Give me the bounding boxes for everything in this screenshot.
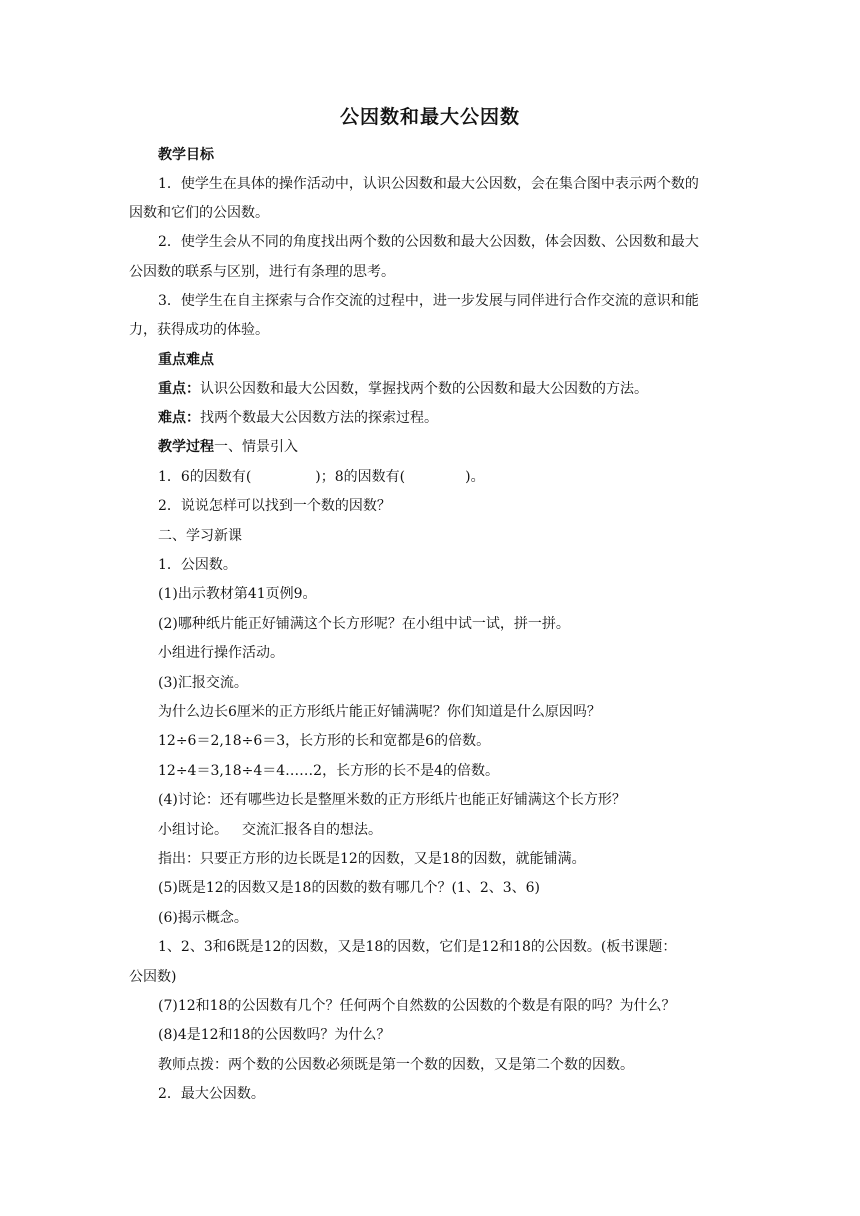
step-4-report: 交流汇报各自的想法。 bbox=[242, 822, 382, 838]
step-4: (4)讨论：还有哪些边长是整厘米数的正方形纸片也能正好铺满这个长方形？ bbox=[158, 792, 626, 808]
step-5: (5)既是12的因数又是18的因数的数有哪几个？(1、2、3、6) bbox=[158, 880, 541, 896]
topic-common-factor: 1．公因数。 bbox=[158, 557, 237, 573]
objective-3-line-1: 3．使学生在自主探索与合作交流的过程中，进一步发展与同伴进行合作交流的意识和能 bbox=[158, 293, 699, 309]
objective-1-line-1: 1．使学生在具体的操作活动中，认识公因数和最大公因数，会在集合图中表示两个数的 bbox=[158, 176, 699, 192]
difficulty-point bbox=[129, 408, 770, 428]
question-1 bbox=[129, 467, 770, 487]
page-title: 公因数和最大公因数 bbox=[339, 106, 520, 128]
step-6: (6)揭示概念。 bbox=[158, 910, 248, 926]
step-4-group: 小组讨论。 bbox=[158, 822, 228, 838]
question-2: 2．说说怎样可以找到一个数的因数？ bbox=[158, 498, 391, 514]
step-8: (8)4是12和18的公因数吗？为什么？ bbox=[158, 1027, 391, 1043]
question-1-part-a: 1．6的因数有( bbox=[158, 469, 252, 485]
step-2-activity: 小组进行操作活动。 bbox=[158, 645, 284, 661]
question-1-part-c: )。 bbox=[465, 469, 485, 485]
step-2: (2)哪种纸片能正好铺满这个长方形呢？在小组中试一试，拼一拼。 bbox=[158, 616, 570, 632]
section-2-heading: 二、学习新课 bbox=[158, 528, 242, 544]
step-4-discussion bbox=[129, 820, 770, 840]
step-3-calc-1: 12÷6＝2,18÷6＝3，长方形的长和宽都是6的倍数。 bbox=[158, 733, 491, 749]
objective-1-line-2: 因数和它们的公因数。 bbox=[129, 205, 269, 221]
process-section-1: 一、情景引入 bbox=[214, 439, 298, 455]
step-6-concept-line-1: 1、2、3和6既是12的因数，又是18的因数，它们是12和18的公因数。(板书课题： bbox=[158, 939, 677, 955]
key-point bbox=[129, 379, 770, 399]
question-1-part-b: )；8的因数有( bbox=[315, 469, 406, 485]
objectives-heading: 教学目标 bbox=[158, 147, 214, 163]
step-4-conclusion: 指出：只要正方形的边长既是12的因数，又是18的因数，就能铺满。 bbox=[158, 851, 586, 867]
process-label: 教学过程 bbox=[158, 439, 214, 455]
topic-greatest-common-factor: 2．最大公因数。 bbox=[158, 1086, 265, 1102]
process-heading bbox=[129, 437, 770, 457]
step-3-question: 为什么边长6厘米的正方形纸片能正好铺满呢？你们知道是什么原因吗？ bbox=[158, 704, 601, 720]
step-7: (7)12和18的公因数有几个？任何两个自然数的公因数的个数是有限的吗？为什么？ bbox=[158, 998, 676, 1014]
key-point-label: 重点： bbox=[158, 381, 200, 397]
key-point-text: 认识公因数和最大公因数，掌握找两个数的公因数和最大公因数的方法。 bbox=[200, 381, 648, 397]
step-1: (1)出示教材第41页例9。 bbox=[158, 586, 317, 602]
objective-3-line-2: 力，获得成功的体验。 bbox=[129, 322, 269, 338]
keypoints-heading: 重点难点 bbox=[158, 352, 214, 368]
objective-2-line-1: 2．使学生会从不同的角度找出两个数的公因数和最大公因数，体会因数、公因数和最大 bbox=[158, 234, 699, 250]
step-6-concept-line-2: 公因数) bbox=[129, 969, 177, 985]
teacher-note: 教师点拨：两个数的公因数必须既是第一个数的因数，又是第二个数的因数。 bbox=[158, 1057, 634, 1073]
difficulty-label: 难点： bbox=[158, 410, 200, 426]
difficulty-text: 找两个数最大公因数方法的探索过程。 bbox=[200, 410, 438, 426]
step-3: (3)汇报交流。 bbox=[158, 675, 248, 691]
objective-2-line-2: 公因数的联系与区别，进行有条理的思考。 bbox=[129, 264, 395, 280]
step-3-calc-2: 12÷4＝3,18÷4＝4……2，长方形的长不是4的倍数。 bbox=[158, 763, 499, 779]
